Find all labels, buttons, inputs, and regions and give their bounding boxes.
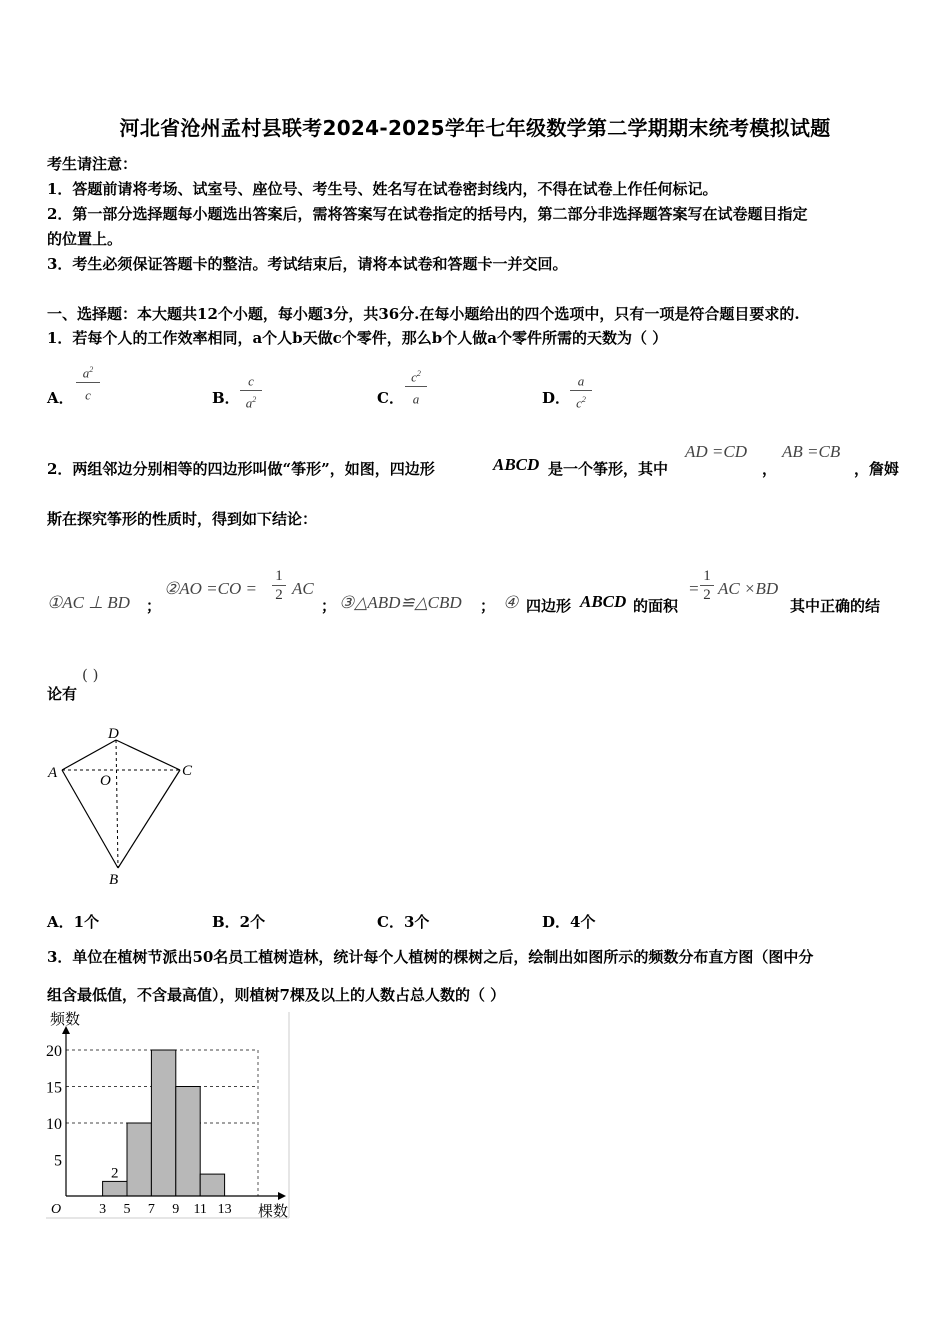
page-title: 河北省沧州孟村县联考2024-2025学年七年级数学第二学期期末统考模拟试题 (119, 116, 831, 140)
q2-eq1: AD =CD (685, 442, 747, 461)
q1-option-c-label: C． (377, 389, 404, 407)
conclusion-4-text: 四边形 (526, 597, 572, 615)
conclusion-4-eq: = (688, 579, 700, 598)
sep-3: ； (480, 597, 496, 615)
notice-heading: 考生请注意： (47, 155, 138, 173)
y-tick-label-10: 10 (46, 1116, 62, 1133)
conclusion-1: ①AC ⊥ BD (47, 593, 130, 612)
x-tick-label-3: 3 (99, 1202, 107, 1217)
conclusion-4-text2: 的面积 (633, 597, 679, 615)
q3-line2: 组含最低值，不含最高值），则植树7棵及以上的人数占总人数的（ ） (47, 986, 506, 1004)
notice-item-2-cont: 的位置上。 (47, 230, 123, 248)
x-tick-label-5: 5 (123, 1202, 131, 1217)
label-o: O (100, 773, 111, 789)
side-ad (62, 740, 116, 770)
q2-abcd: ABCD (493, 455, 540, 474)
q3-line1: 3．单位在植树节派出50名员工植树造林，统计每个人植树的棵树之后，绘制出如图所示的频数分布直方图（图中分 (47, 948, 814, 966)
label-a: A (48, 765, 58, 781)
conclusion-4-half: 1 2 (700, 568, 714, 603)
sep-1: ； (146, 597, 162, 615)
conclusion-3: ③△ABD≌△CBD (339, 593, 462, 612)
label-b: B (109, 872, 119, 888)
y-axis-title: 频数 (50, 1012, 81, 1028)
q1-option-d-label: D． (542, 389, 571, 407)
conclusion-2: ②AO =CO = (164, 579, 257, 598)
q1-option-a-fraction: $a^2$ c (76, 362, 100, 404)
q2-line1-a: 2．两组邻边分别相等的四边形叫做“筝形”，如图，四边形 (47, 460, 435, 478)
notice-item-1: 1．答题前请将考场、试室号、座位号、考生号、姓名写在试卷密封线内，不得在试卷上作任何标记。 (47, 180, 718, 198)
bar-11-13 (200, 1174, 224, 1196)
q1-option-c-fraction: $c^2$ a (405, 366, 427, 408)
x-tick-label-9: 9 (172, 1202, 180, 1217)
q2-comma: ， (762, 460, 778, 478)
q2-option-d: D．4个 (542, 913, 596, 931)
q2-option-a: A．1个 (47, 913, 100, 931)
q1-stem: 1．若每个人的工作效率相同，a个人b天做c个零件，那么b个人做a个零件所需的天数为（ ） (47, 329, 668, 347)
conclusion-2-half: 1 2 (272, 568, 286, 603)
q2-line1-c: ，詹姆 (854, 460, 900, 478)
sep-2: ； (321, 597, 337, 615)
x-tick-label-13: 13 (217, 1202, 232, 1217)
bar-7-9 (151, 1050, 175, 1196)
q2-line4: 论有 (47, 685, 78, 703)
conclusion-4-abcd: ABCD (580, 592, 627, 611)
y-tick-label-15: 15 (46, 1079, 62, 1097)
bar-9-11 (176, 1087, 200, 1197)
y-tick-label-20: 20 (46, 1043, 62, 1060)
section-heading: 一、选择题：本大题共12个小题，每小题3分，共36分.在每小题给出的四个选项中，只有一项是符合题目要求的. (47, 305, 800, 323)
conclusion-4-mark: ④ (503, 593, 519, 612)
q1-option-d-fraction: a $c^2$ (570, 370, 592, 412)
notice-item-2: 2．第一部分选择题每小题选出答案后，需将答案写在试卷指定的括号内，第二部分非选择题答案写在试卷题目指定 (47, 205, 808, 223)
x-axis-arrow (278, 1192, 286, 1200)
origin-label: O (50, 1202, 62, 1217)
side-dc (116, 740, 180, 770)
diagonal-bd (116, 740, 118, 868)
x-axis-title: 棵数 (258, 1204, 289, 1220)
label-c: C (182, 763, 193, 779)
notice-item-3: 3．考生必须保证答题卡的整洁。考试结束后，请将本试卷和答题卡一并交回。 (47, 255, 568, 273)
x-tick-label-7: 7 (147, 1202, 155, 1217)
q2-option-b: B．2个 (212, 913, 266, 931)
q2-eq2: AB =CB (782, 442, 841, 461)
q2-answer-paren: ( ) (82, 666, 99, 684)
conclusion-4-tail: AC ×BD (718, 579, 779, 598)
kite-figure (40, 718, 210, 890)
conclusion-4-end: 其中正确的结 (790, 597, 881, 615)
y-tick-label-5: 5 (54, 1152, 62, 1170)
q1-option-b-label: B． (212, 389, 240, 407)
bar-annotation: 2 (111, 1165, 119, 1182)
q2-line1-b: 是一个筝形，其中 (548, 460, 669, 478)
q1-option-b-fraction: c $a^2$ (240, 370, 262, 412)
q1-option-a-label: A． (47, 389, 74, 407)
q2-option-c: C．3个 (377, 913, 430, 931)
frequency-histogram (40, 1008, 300, 1223)
conclusion-2-tail: AC (292, 579, 314, 598)
label-d: D (108, 726, 119, 742)
q2-line2: 斯在探究筝形的性质时，得到如下结论： (47, 510, 318, 528)
side-cb (118, 770, 180, 868)
bar-3-5 (103, 1181, 127, 1196)
x-tick-label-11: 11 (193, 1202, 207, 1217)
bar-5-7 (127, 1123, 151, 1196)
